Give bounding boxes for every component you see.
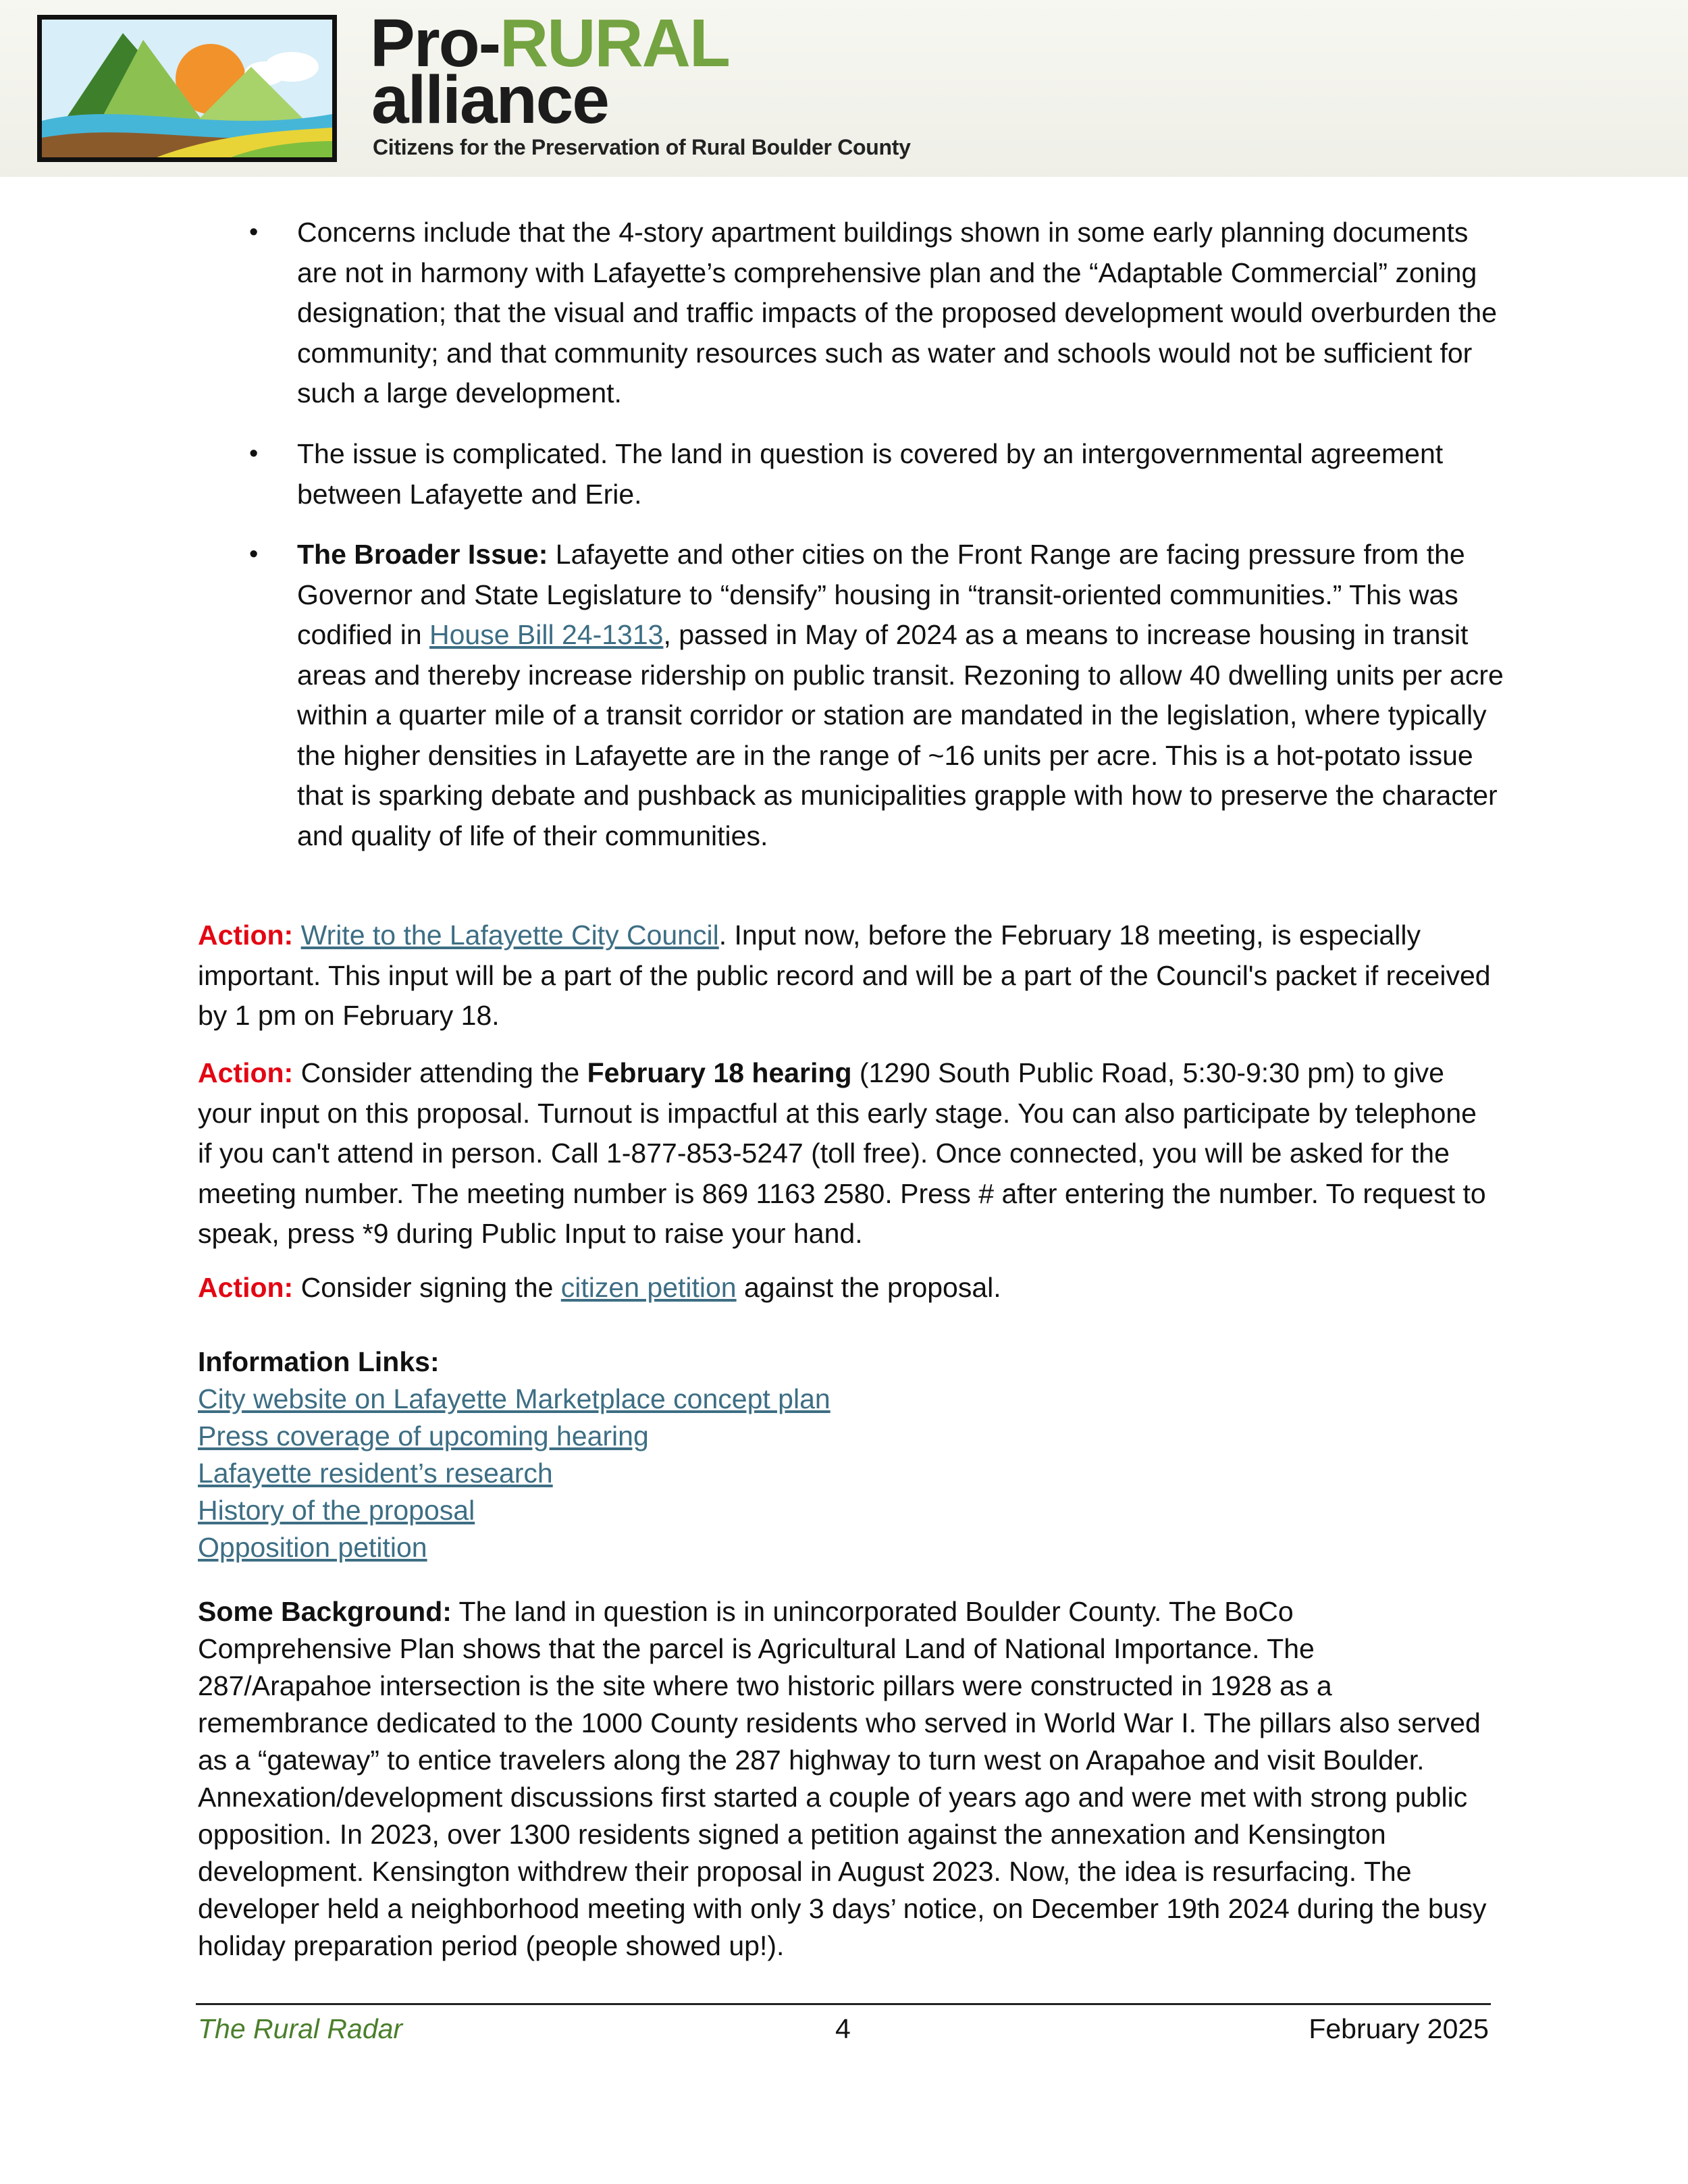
action-label: Action: <box>198 1057 294 1088</box>
background-paragraph <box>198 1593 1494 1965</box>
info-links-list <box>198 1381 1494 1566</box>
action-paragraph <box>198 915 1494 1036</box>
citizen-petition-link[interactable]: citizen petition <box>560 1272 737 1303</box>
action-paragraph <box>198 1268 1494 1308</box>
action-text: (1290 South Public Road, 5:30-9:30 pm) to give your input on this proposal. Turnout is impactful at this early stage. You can also participate by telephone if you can't attend in person. Call 1-877-853-5247 (toll free). Once connected, you will be asked for the meeting number. The meeting number is 869 1163 2580. Press # after entering the number. To request to speak, press *9 during Public Input to raise your hand. <box>198 1057 1486 1249</box>
footer-date: February 2025 <box>1309 2013 1489 2044</box>
brand-tagline: Citizens for the Preservation of Rural Boulder County <box>373 135 911 159</box>
bullet-text: The issue is complicated. The land in question is covered by an intergovernmental agreement between Lafayette and Erie. <box>297 438 1444 510</box>
info-links-heading <box>198 1342 1494 1383</box>
footer-publication: The Rural Radar <box>198 2013 403 2044</box>
bullet-dot-icon: • <box>249 540 259 568</box>
broader-issue-heading: The Broader Issue: <box>297 539 548 570</box>
footer-divider <box>196 2003 1491 2005</box>
action-paragraph <box>198 1053 1494 1254</box>
bullet-dot-icon: • <box>249 440 259 468</box>
bullet-text <box>297 535 1506 856</box>
action-text: against the proposal. <box>736 1272 1001 1303</box>
brand-rural: RURAL <box>500 5 729 81</box>
house-bill-link[interactable]: House Bill 24-1313 <box>429 619 664 650</box>
action-text: . Input now, before the February 18 meeting, is especially important. This input will be a part of the public record and will be a part of the Council's packet if received by 1 pm on February 18. <box>198 920 1491 1031</box>
bullet-text-part: Lafayette and other cities on the Front Range are facing pressure from the Governor and State Legislature to “densify” housing in “transit-oriented communities.” This was codified in <box>297 539 1465 650</box>
bullet-dot-icon: • <box>249 218 259 246</box>
action-text: Consider attending the <box>293 1057 587 1088</box>
info-link-opposition-petition[interactable]: Opposition petition <box>198 1532 427 1563</box>
background-heading: Some Background: <box>198 1596 452 1627</box>
background-text: The land in question is in unincorporated Boulder County. The BoCo Comprehensive Plan shows that the parcel is Agricultural Land of National Importance. The 287/Arapahoe intersection is the site where two historic pillars were constructed in 1928 as a remembrance dedicated to the 1000 County residents who served in World War I. The pillars also served as a “gateway” to entice travelers along the 287 highway to turn west on Arapahoe and visit Boulder. Annexation/development discussions first started a couple of years ago and were met with strong public opposition. In 2023, over 1300 residents signed a petition against the annexation and Kensington development. Kensington withdrew their proposal in August 2023. Now, the idea is resurfacing. The developer held a neighborhood meeting with only 3 days’ notice, on December 19th 2024 during the busy holiday preparation period (people showed up!). <box>198 1596 1487 1961</box>
footer-page-number: 4 <box>835 2013 851 2044</box>
brand-alliance: alliance <box>371 62 608 138</box>
masthead <box>0 0 1688 177</box>
hearing-date: February 18 hearing <box>587 1057 852 1088</box>
info-link-history[interactable]: History of the proposal <box>198 1495 475 1526</box>
bullet-text-part: , passed in May of 2024 as a means to increase housing in transit areas and thereby increase ridership on public transit. Rezoning to allow 40 dwelling units per acre within a quarter mile of a transit corridor or station are mandated in the legislation, where typically the higher densities in Lafayette are in the range of ~16 units per acre. This is a hot-potato issue that is sparking debate and pushback as municipalities grapple with how to preserve the character and quality of life of their communities. <box>297 619 1504 851</box>
mountains-sunset-fields-logo-icon <box>37 15 337 162</box>
info-link-resident-research[interactable]: Lafayette resident’s research <box>198 1458 553 1489</box>
bullet-text: Concerns include that the 4-story apartment buildings shown in some early planning documents are not in harmony with Lafayette’s comprehensive plan and the “Adaptable Commercial” zoning designation; that the visual and traffic impacts of the proposed development would overburden the community; and that community resources such as water and schools would not be sufficient for such a large development. <box>297 217 1498 408</box>
info-link-press-coverage[interactable]: Press coverage of upcoming hearing <box>198 1420 649 1451</box>
action-text: Consider signing the <box>293 1272 561 1303</box>
write-city-council-link[interactable]: Write to the Lafayette City Council <box>300 920 719 951</box>
action-text <box>293 920 300 951</box>
action-label: Action: <box>198 920 294 951</box>
brand-pro: Pro- <box>370 5 500 81</box>
info-links-heading-text: Information Links: <box>198 1346 440 1377</box>
action-label: Action: <box>198 1272 294 1303</box>
info-link-city-website[interactable]: City website on Lafayette Marketplace concept plan <box>198 1383 830 1414</box>
